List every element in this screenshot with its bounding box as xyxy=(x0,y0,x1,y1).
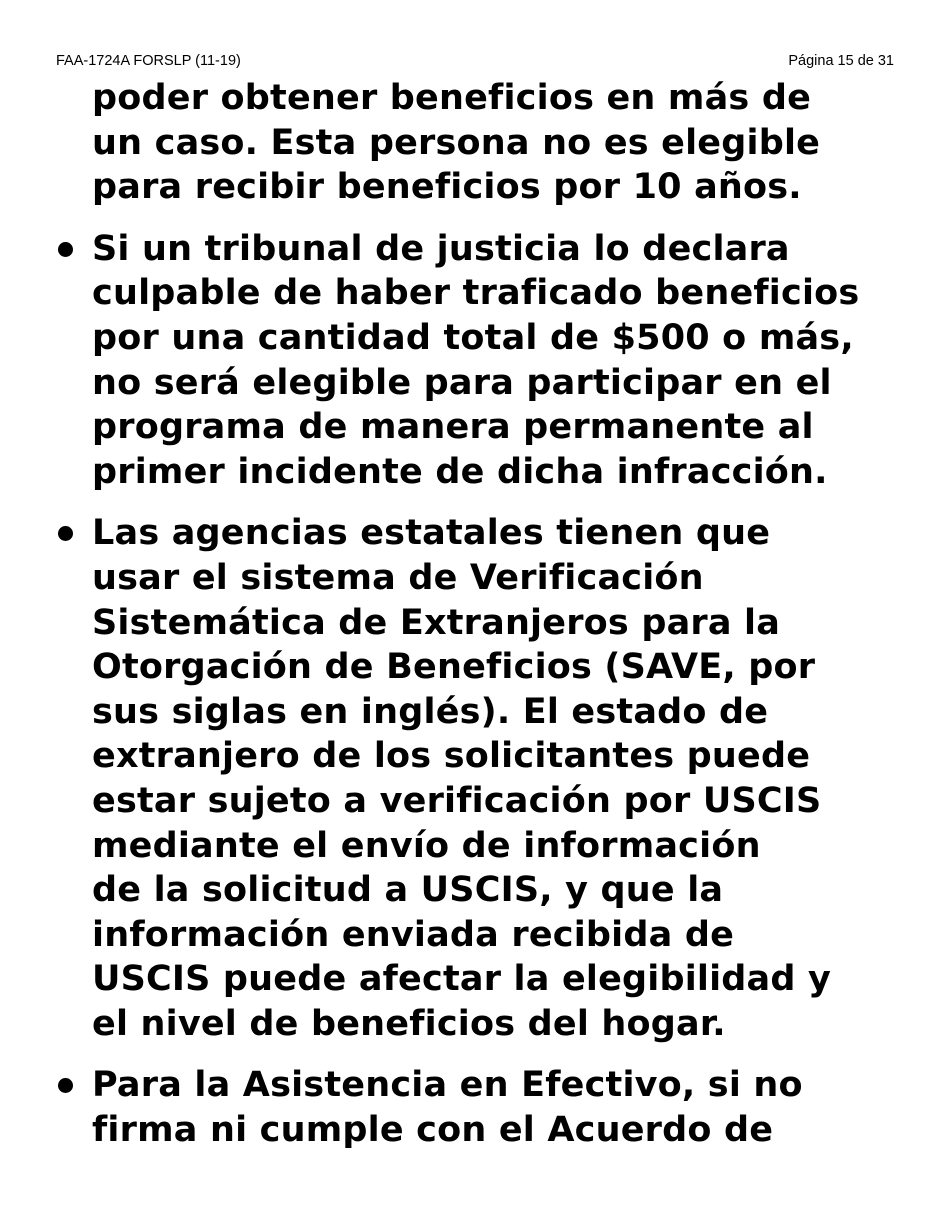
text-line: culpable de haber traficado beneficios xyxy=(92,273,860,314)
text-line: USCIS puede afectar la elegibilidad y xyxy=(92,959,832,1000)
bullet-item-trafficking xyxy=(0,227,950,495)
text-line: Para la Asistencia en Efectivo, si no xyxy=(92,1065,803,1106)
text-line: programa de manera permanente al xyxy=(92,407,814,448)
text-line: información enviada recibida de xyxy=(92,914,735,955)
bullet-icon xyxy=(58,1078,73,1093)
text-line: un caso. Esta persona no es elegible xyxy=(92,122,821,163)
text-line: extranjero de los solicitantes puede xyxy=(92,736,811,777)
text-line: Las agencias estatales tienen que xyxy=(92,513,771,554)
text-line: de la solicitud a USCIS, y que la xyxy=(92,870,724,911)
text-line: poder obtener beneficios en más de xyxy=(92,78,812,118)
document-body xyxy=(0,76,950,1153)
text-line: Otorgación de Beneficios (SAVE, por xyxy=(92,647,816,688)
text-line: por una cantidad total de $500 o más, xyxy=(92,317,854,358)
text-line: Si un tribunal de justicia lo declara xyxy=(92,228,790,269)
form-id: FAA-1724A FORSLP (11-19) xyxy=(56,53,241,69)
text-line: usar el sistema de Verificación xyxy=(92,557,704,598)
bullet-icon xyxy=(58,526,73,541)
text-line: firma ni cumple con el Acuerdo de xyxy=(92,1110,774,1151)
text-line: estar sujeto a verificación por USCIS xyxy=(92,780,822,821)
page-header xyxy=(56,52,894,70)
text-line: mediante el envío de información xyxy=(92,825,761,866)
text-line: no será elegible para participar en el xyxy=(92,362,832,403)
text-line: para recibir beneficios por 10 años. xyxy=(92,167,802,208)
text-line: el nivel de beneficios del hogar. xyxy=(92,1003,726,1044)
bullet-item-save xyxy=(0,511,950,1046)
bullet-icon xyxy=(58,242,73,257)
page-number: Página 15 de 31 xyxy=(788,53,894,69)
continuation-paragraph xyxy=(0,76,950,210)
text-line: Sistemática de Extranjeros para la xyxy=(92,602,781,643)
text-line: primer incidente de dicha infracción. xyxy=(92,451,828,492)
text-line: sus siglas en inglés). El estado de xyxy=(92,691,769,732)
bullet-item-cash-assistance xyxy=(0,1063,950,1152)
